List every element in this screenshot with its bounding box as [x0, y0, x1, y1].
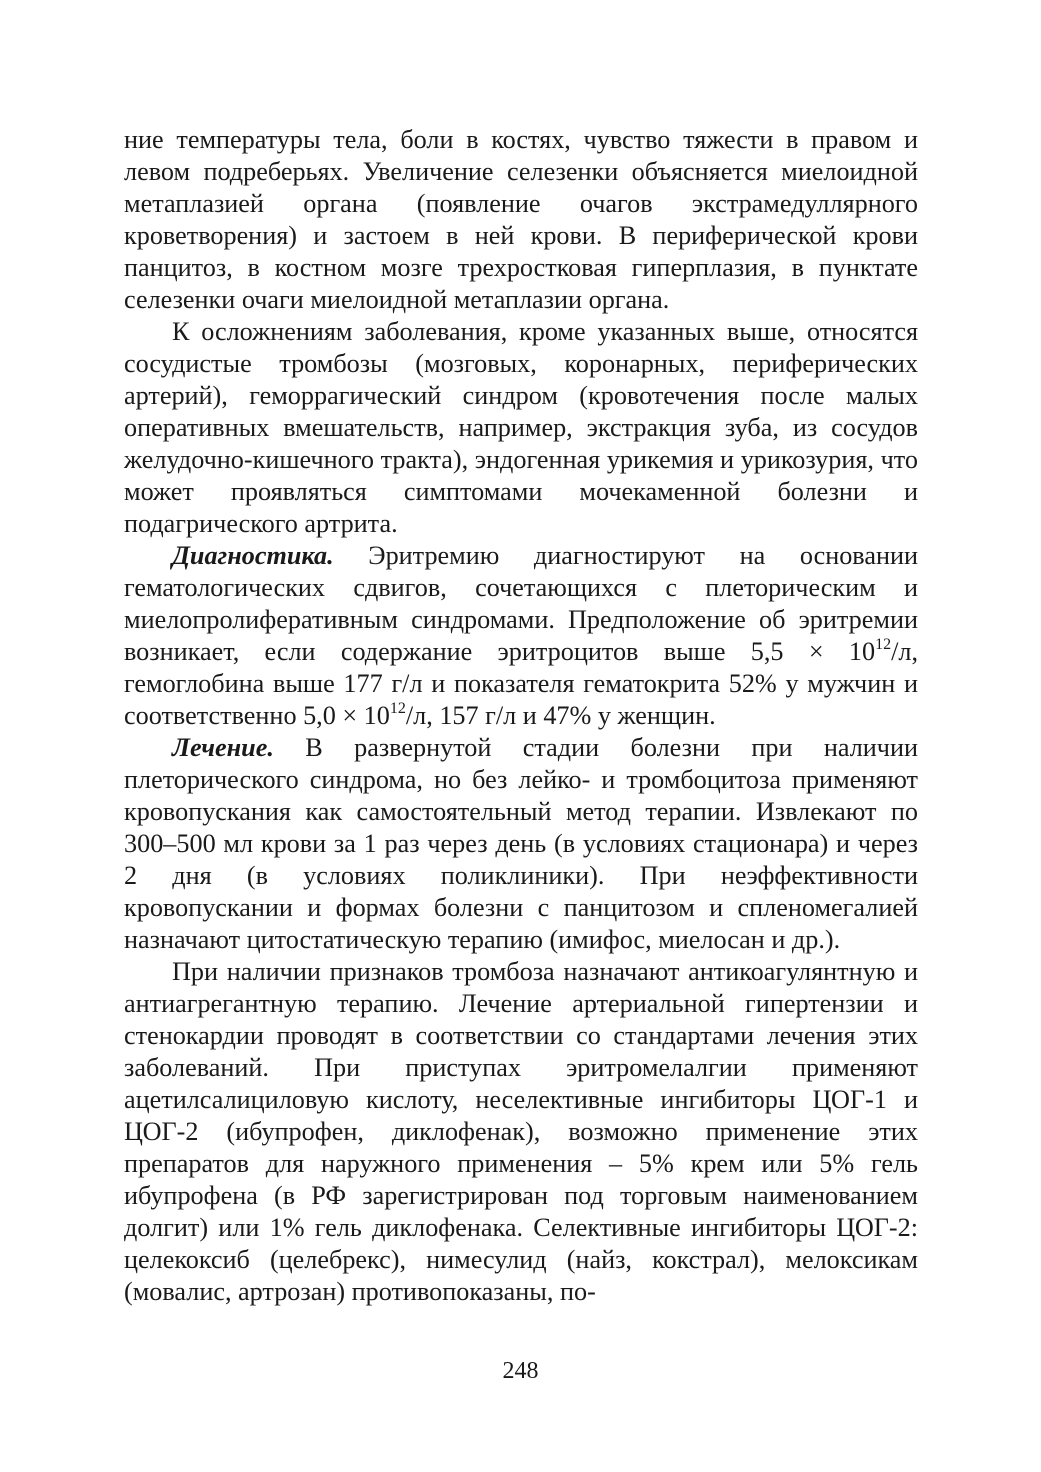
diagnostics-exponent-1: 12	[875, 636, 892, 653]
treatment-text: В развернутой стадии болезни при наличии плеторического синдрома, но без лейко- и тромбоцитоза применяют кровопускания как самостоятельный метод терапии. Извлекают по 300–500 мл крови за 1 раз через день (в условиях стационара) и через 2 дня (в условиях поликлиники). При неэффективности кровопускании и формах болезни с панцитозом и спленомегалией назначают цитостатическую терапию (имифос, миелосан и др.).	[124, 733, 918, 954]
paragraph-complications: К осложнениям заболевания, кроме указанных выше, относятся сосудистые тромбозы (мозговых, коронарных, периферических артерий), геморрагический синдром (кровотечения после малых оперативных вмешательств, например, экстракция зуба, из сосудов желудочно-кишечного тракта), эндогенная урикемия и урикозурия, что может проявляться симптомами мочекаменной болезни и подагрического артрита.	[124, 317, 918, 538]
treatment-heading: Лечение.	[172, 733, 274, 762]
diagnostics-text-part2: /л, гемоглобина выше 177 г/л и показателя гематокрита 52% у мужчин и соответственно 5,0 × 10	[124, 637, 918, 730]
paragraph-symptoms: ние температуры тела, боли в костях, чувство тяжести в правом и левом подреберьях. Увеличение селезенки объясняется миелоидной метаплазией органа (появление очагов экстрамедуллярного кроветворения) и застоем в ней крови. В периферической крови панцитоз, в костном мозге трехростковая гиперплазия, в пунктате селезенки очаги миелоидной метаплазии органа.	[124, 125, 918, 314]
diagnostics-heading: Диагностика.	[172, 541, 334, 570]
page-number: 248	[502, 1358, 539, 1384]
paragraph-diagnostics	[124, 540, 918, 732]
diagnostics-exponent-2: 12	[389, 700, 406, 717]
paragraph-thrombosis-therapy: При наличии признаков тромбоза назначают антикоагулянтную и антиагрегантную терапию. Лечение артериальной гипертензии и стенокардии проводят в соответствии со стандартами лечения этих заболеваний. При приступах эритромелалгии применяют ацетилсалициловую кислоту, неселективные ингибиторы ЦОГ-1 и ЦОГ-2 (ибупрофен, диклофенак), возможно применение этих препаратов для наружного применения – 5% крем или 5% гель ибупрофена (в РФ зарегистрирован под торговым наименованием долгит) или 1% гель диклофенака. Селективные ингибиторы ЦОГ-2: целекоксиб (целебрекс), нимесулид (найз, кокстрал), мелоксикам (мовалис, артрозан) противопоказаны, по-	[124, 957, 918, 1306]
diagnostics-text-part3: /л, 157 г/л и 47% у женщин.	[405, 701, 716, 730]
page-body	[124, 124, 918, 1308]
paragraph-treatment	[124, 732, 918, 956]
diagnostics-text-part1: Эритремию диагностируют на основании гематологических сдвигов, сочетающихся с плеторическим и миелопролиферативным синдромами. Предположение об эритремии возникает, если содержание эритроцитов выше 5,5 × 10	[124, 541, 918, 666]
